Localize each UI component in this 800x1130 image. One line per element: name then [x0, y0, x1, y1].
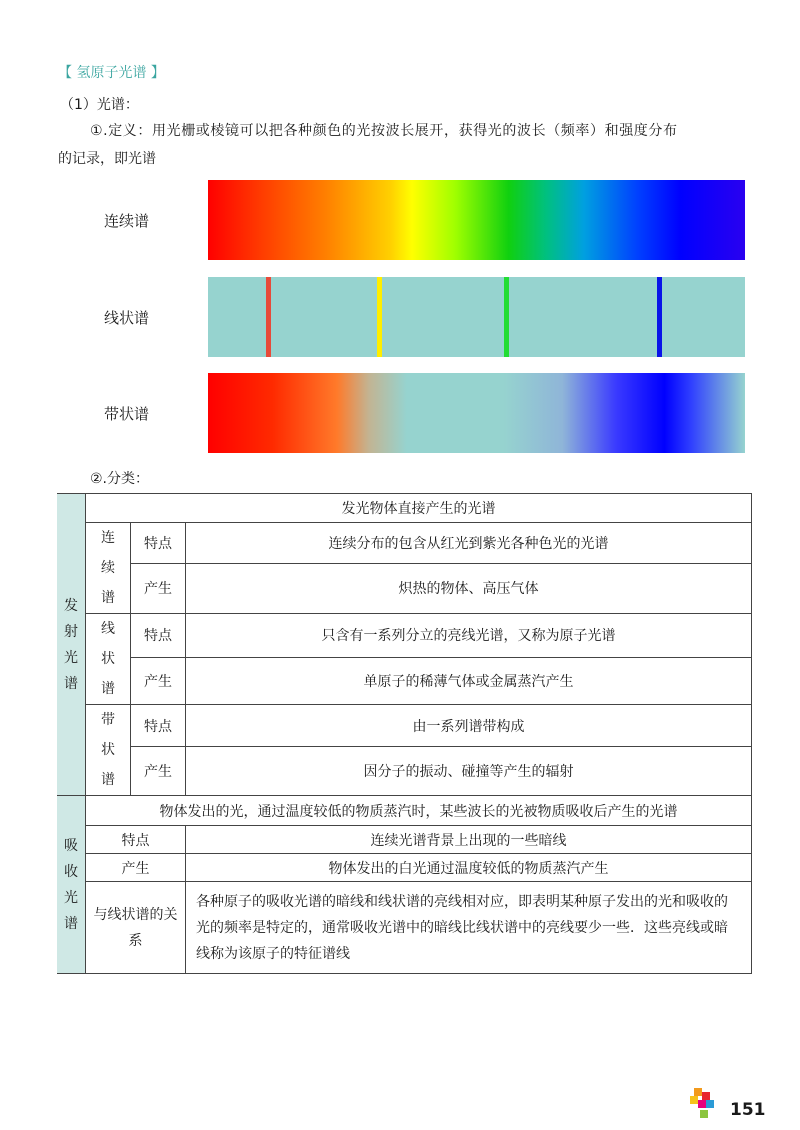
- absorption-feature-label: 特点: [86, 826, 186, 854]
- band-spectrum-label: 带状谱: [104, 405, 150, 423]
- continuous-spectrum-bar: [208, 180, 745, 260]
- continuous-feature: 连续分布的包含从红光到紫光各种色光的光谱: [186, 523, 752, 564]
- emission-header: 发光物体直接产生的光谱: [86, 494, 752, 523]
- continuous-origin: 炽热的物体、高压气体: [186, 563, 752, 613]
- spectral-line-red: [266, 277, 271, 357]
- definition-line-1: ①.定义：用光栅或棱镜可以把各种颜色的光按波长展开，获得光的波长（频率）和强度分布: [90, 123, 678, 139]
- absorption-origin: 物体发出的白光通过温度较低的物质蒸汽产生: [186, 854, 752, 882]
- absorption-origin-label: 产生: [86, 854, 186, 882]
- absorption-header: 物体发出的光，通过温度较低的物质蒸汽时，某些波长的光被物质吸收后产生的光谱: [86, 796, 752, 826]
- continuous-category-label: 连续谱: [86, 523, 131, 614]
- spectral-line-blue: [657, 277, 662, 357]
- band-category-label: 带状谱: [86, 705, 131, 796]
- line-spectrum-bar: [208, 277, 745, 357]
- section-title: 【 氢原子光谱 】: [58, 65, 165, 81]
- continuous-origin-label: 产生: [131, 563, 186, 613]
- spectral-line-green: [504, 277, 509, 357]
- definition-line-2: 的记录，即光谱: [58, 151, 156, 167]
- band-spectrum-bar: [208, 373, 745, 453]
- continuous-spectrum-label: 连续谱: [104, 212, 150, 230]
- absorption-feature: 连续光谱背景上出现的一些暗线: [186, 826, 752, 854]
- line-feature: 只含有一系列分立的亮线光谱，又称为原子光谱: [186, 614, 752, 658]
- line-category-label: 线状谱: [86, 614, 131, 705]
- page-number: 151: [730, 1100, 766, 1120]
- band-origin: 因分子的振动、碰撞等产生的辐射: [186, 747, 752, 796]
- band-origin-label: 产生: [131, 747, 186, 796]
- band-feature-label: 特点: [131, 705, 186, 747]
- line-spectrum-label: 线状谱: [104, 309, 150, 327]
- spectrum-classification-table: [57, 493, 752, 974]
- emission-spectrum-side-label: 发射光谱: [57, 494, 86, 796]
- absorption-relation: 各种原子的吸收光谱的暗线和线状谱的亮线相对应，即表明某种原子发出的光和吸收的光的频率是特定的，通常吸收光谱中的暗线比线状谱中的亮线要少一些．这些亮线或暗线称为该原子的特征谱线: [186, 882, 752, 974]
- spectral-line-yellow: [377, 277, 382, 357]
- band-feature: 由一系列谱带构成: [186, 705, 752, 747]
- line-origin: 单原子的稀薄气体或金属蒸汽产生: [186, 657, 752, 704]
- line-origin-label: 产生: [131, 657, 186, 704]
- absorption-relation-label: 与线状谱的关系: [86, 882, 186, 974]
- continuous-feature-label: 特点: [131, 523, 186, 564]
- sub-title: （1）光谱：: [60, 97, 139, 113]
- classification-label: ②.分类：: [90, 471, 150, 487]
- publisher-logo: [690, 1088, 716, 1122]
- absorption-spectrum-side-label: 吸收光谱: [57, 796, 86, 974]
- line-feature-label: 特点: [131, 614, 186, 658]
